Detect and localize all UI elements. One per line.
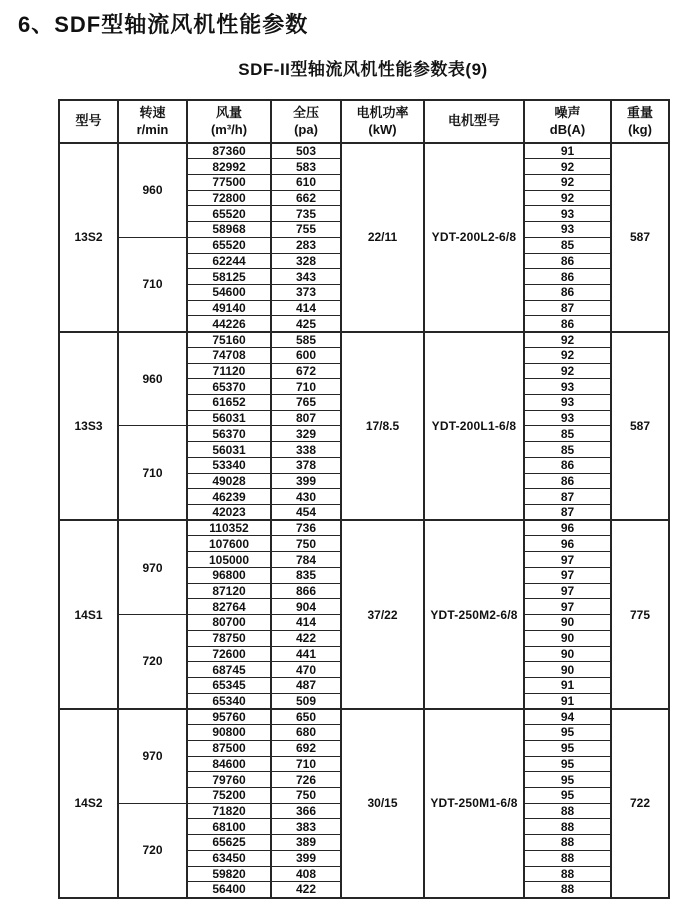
motor-cell: YDT-200L2-6/8 — [424, 143, 524, 332]
airflow-cell: 96800 — [187, 567, 271, 583]
noise-cell: 93 — [524, 206, 611, 222]
pressure-cell: 425 — [271, 316, 341, 332]
power-cell: 30/15 — [341, 709, 424, 898]
airflow-cell: 71120 — [187, 363, 271, 379]
header-motor — [424, 100, 524, 143]
noise-cell: 92 — [524, 363, 611, 379]
airflow-cell: 61652 — [187, 395, 271, 411]
weight-cell: 722 — [611, 709, 669, 898]
noise-cell: 87 — [524, 489, 611, 505]
pressure-cell: 710 — [271, 379, 341, 395]
header-pressure — [271, 100, 341, 143]
noise-cell: 97 — [524, 599, 611, 615]
airflow-cell: 65370 — [187, 379, 271, 395]
header-label-line2: r/min — [136, 121, 169, 137]
header-speed — [118, 100, 187, 143]
noise-cell: 93 — [524, 379, 611, 395]
airflow-cell: 68745 — [187, 662, 271, 678]
pressure-cell: 383 — [271, 819, 341, 835]
airflow-cell: 59820 — [187, 866, 271, 882]
airflow-cell: 71820 — [187, 803, 271, 819]
header-label-line1: 转速 — [139, 104, 166, 120]
airflow-cell: 42023 — [187, 505, 271, 521]
airflow-cell: 49028 — [187, 473, 271, 489]
airflow-cell: 80700 — [187, 615, 271, 631]
noise-cell: 92 — [524, 190, 611, 206]
airflow-cell: 110352 — [187, 520, 271, 536]
power-cell: 37/22 — [341, 520, 424, 709]
header-label-line2: (kW) — [368, 121, 397, 137]
airflow-cell: 95760 — [187, 709, 271, 725]
noise-cell: 93 — [524, 395, 611, 411]
airflow-cell: 56370 — [187, 426, 271, 442]
pressure-cell: 726 — [271, 772, 341, 788]
header-label-line1: 型号 — [75, 113, 102, 129]
airflow-cell: 87500 — [187, 740, 271, 756]
pressure-cell: 487 — [271, 677, 341, 693]
noise-cell: 90 — [524, 615, 611, 631]
pressure-cell: 904 — [271, 599, 341, 615]
pressure-cell: 600 — [271, 347, 341, 363]
header-label-line2: dB(A) — [549, 121, 586, 137]
airflow-cell: 72600 — [187, 646, 271, 662]
airflow-cell: 79760 — [187, 772, 271, 788]
noise-cell: 95 — [524, 725, 611, 741]
pressure-cell: 454 — [271, 505, 341, 521]
airflow-cell: 65520 — [187, 237, 271, 253]
header-label-line1: 重量 — [626, 104, 653, 120]
header-label-line2: (m³/h) — [210, 121, 248, 137]
header-label-line1: 噪声 — [554, 104, 581, 120]
noise-cell: 91 — [524, 693, 611, 709]
table-row — [59, 709, 669, 725]
pressure-cell: 710 — [271, 756, 341, 772]
header-label-line1: 全压 — [292, 104, 319, 120]
pressure-cell: 389 — [271, 835, 341, 851]
noise-cell: 95 — [524, 772, 611, 788]
noise-cell: 97 — [524, 583, 611, 599]
pressure-cell: 343 — [271, 269, 341, 285]
table-row — [59, 143, 669, 159]
noise-cell: 96 — [524, 520, 611, 536]
weight-cell: 775 — [611, 520, 669, 709]
pressure-cell: 338 — [271, 442, 341, 458]
airflow-cell: 56031 — [187, 410, 271, 426]
noise-cell: 91 — [524, 677, 611, 693]
header-label-line1: 电机型号 — [447, 113, 500, 129]
noise-cell: 88 — [524, 866, 611, 882]
power-cell: 17/8.5 — [341, 332, 424, 521]
speed-cell: 710 — [118, 237, 187, 331]
airflow-cell: 65520 — [187, 206, 271, 222]
airflow-cell: 56400 — [187, 882, 271, 898]
airflow-cell: 87120 — [187, 583, 271, 599]
page-title: 6、SDF型轴流风机性能参数 — [18, 12, 309, 37]
pressure-cell: 408 — [271, 866, 341, 882]
noise-cell: 88 — [524, 819, 611, 835]
header-label-line1: 电机功率 — [356, 104, 409, 120]
power-cell: 22/11 — [341, 143, 424, 332]
speed-cell: 720 — [118, 803, 187, 897]
noise-cell: 93 — [524, 222, 611, 238]
noise-cell: 94 — [524, 709, 611, 725]
noise-cell: 90 — [524, 646, 611, 662]
pressure-cell: 650 — [271, 709, 341, 725]
airflow-cell: 62244 — [187, 253, 271, 269]
noise-cell: 88 — [524, 803, 611, 819]
header-label-line1: 风量 — [215, 104, 242, 120]
pressure-cell: 835 — [271, 567, 341, 583]
model-cell: 13S2 — [59, 143, 118, 332]
header-airflow — [187, 100, 271, 143]
pressure-cell: 765 — [271, 395, 341, 411]
noise-cell: 92 — [524, 159, 611, 175]
airflow-cell: 90800 — [187, 725, 271, 741]
noise-cell: 86 — [524, 457, 611, 473]
pressure-cell: 755 — [271, 222, 341, 238]
airflow-cell: 82992 — [187, 159, 271, 175]
motor-cell: YDT-250M1-6/8 — [424, 709, 524, 898]
header-row — [59, 100, 669, 143]
airflow-cell: 65345 — [187, 677, 271, 693]
pressure-cell: 750 — [271, 536, 341, 552]
pressure-cell: 750 — [271, 787, 341, 803]
pressure-cell: 373 — [271, 284, 341, 300]
header-noise — [524, 100, 611, 143]
airflow-cell: 84600 — [187, 756, 271, 772]
header-weight — [611, 100, 669, 143]
noise-cell: 96 — [524, 536, 611, 552]
airflow-cell: 58968 — [187, 222, 271, 238]
noise-cell: 85 — [524, 237, 611, 253]
airflow-cell: 63450 — [187, 850, 271, 866]
weight-cell: 587 — [611, 143, 669, 332]
pressure-cell: 692 — [271, 740, 341, 756]
airflow-cell: 75160 — [187, 332, 271, 348]
noise-cell: 86 — [524, 284, 611, 300]
pressure-cell: 430 — [271, 489, 341, 505]
noise-cell: 91 — [524, 143, 611, 159]
airflow-cell: 74708 — [187, 347, 271, 363]
noise-cell: 97 — [524, 567, 611, 583]
noise-cell: 85 — [524, 442, 611, 458]
noise-cell: 97 — [524, 552, 611, 568]
speed-cell: 970 — [118, 520, 187, 614]
pressure-cell: 414 — [271, 615, 341, 631]
airflow-cell: 49140 — [187, 300, 271, 316]
noise-cell: 88 — [524, 882, 611, 898]
pressure-cell: 399 — [271, 850, 341, 866]
noise-cell: 86 — [524, 253, 611, 269]
noise-cell: 87 — [524, 300, 611, 316]
table-header — [59, 100, 669, 143]
pressure-cell: 680 — [271, 725, 341, 741]
motor-cell: YDT-200L1-6/8 — [424, 332, 524, 521]
airflow-cell: 54600 — [187, 284, 271, 300]
model-cell: 14S2 — [59, 709, 118, 898]
noise-cell: 92 — [524, 332, 611, 348]
header-power — [341, 100, 424, 143]
table-row — [59, 520, 669, 536]
noise-cell: 86 — [524, 316, 611, 332]
pressure-cell: 735 — [271, 206, 341, 222]
pressure-cell: 366 — [271, 803, 341, 819]
noise-cell: 90 — [524, 630, 611, 646]
airflow-cell: 78750 — [187, 630, 271, 646]
noise-cell: 86 — [524, 473, 611, 489]
pressure-cell: 672 — [271, 363, 341, 379]
model-cell: 13S3 — [59, 332, 118, 521]
weight-cell: 587 — [611, 332, 669, 521]
pressure-cell: 784 — [271, 552, 341, 568]
performance-table — [58, 99, 670, 899]
airflow-cell: 65625 — [187, 835, 271, 851]
pressure-cell: 807 — [271, 410, 341, 426]
speed-cell: 960 — [118, 143, 187, 237]
pressure-cell: 441 — [271, 646, 341, 662]
noise-cell: 86 — [524, 269, 611, 285]
pressure-cell: 328 — [271, 253, 341, 269]
airflow-cell: 53340 — [187, 457, 271, 473]
airflow-cell: 77500 — [187, 174, 271, 190]
airflow-cell: 68100 — [187, 819, 271, 835]
pressure-cell: 329 — [271, 426, 341, 442]
speed-cell: 960 — [118, 332, 187, 426]
noise-cell: 93 — [524, 410, 611, 426]
speed-cell: 720 — [118, 615, 187, 709]
pressure-cell: 283 — [271, 237, 341, 253]
speed-cell: 710 — [118, 426, 187, 520]
table-body — [59, 143, 669, 898]
header-label-line2: (pa) — [294, 121, 318, 137]
table-title: SDF-II型轴流风机性能参数表(9) — [238, 60, 488, 79]
noise-cell: 95 — [524, 740, 611, 756]
pressure-cell: 610 — [271, 174, 341, 190]
pressure-cell: 583 — [271, 159, 341, 175]
noise-cell: 88 — [524, 850, 611, 866]
noise-cell: 92 — [524, 174, 611, 190]
pressure-cell: 503 — [271, 143, 341, 159]
pressure-cell: 422 — [271, 630, 341, 646]
airflow-cell: 46239 — [187, 489, 271, 505]
airflow-cell: 75200 — [187, 787, 271, 803]
pressure-cell: 422 — [271, 882, 341, 898]
airflow-cell: 105000 — [187, 552, 271, 568]
motor-cell: YDT-250M2-6/8 — [424, 520, 524, 709]
pressure-cell: 414 — [271, 300, 341, 316]
airflow-cell: 65340 — [187, 693, 271, 709]
model-cell: 14S1 — [59, 520, 118, 709]
pressure-cell: 509 — [271, 693, 341, 709]
airflow-cell: 58125 — [187, 269, 271, 285]
airflow-cell: 87360 — [187, 143, 271, 159]
noise-cell: 87 — [524, 505, 611, 521]
pressure-cell: 399 — [271, 473, 341, 489]
noise-cell: 92 — [524, 347, 611, 363]
pressure-cell: 736 — [271, 520, 341, 536]
pressure-cell: 470 — [271, 662, 341, 678]
noise-cell: 90 — [524, 662, 611, 678]
pressure-cell: 662 — [271, 190, 341, 206]
airflow-cell: 56031 — [187, 442, 271, 458]
pressure-cell: 866 — [271, 583, 341, 599]
pressure-cell: 378 — [271, 457, 341, 473]
pressure-cell: 585 — [271, 332, 341, 348]
noise-cell: 95 — [524, 787, 611, 803]
airflow-cell: 82764 — [187, 599, 271, 615]
noise-cell: 88 — [524, 835, 611, 851]
noise-cell: 95 — [524, 756, 611, 772]
header-label-line2: (kg) — [628, 121, 652, 137]
table-row — [59, 332, 669, 348]
airflow-cell: 72800 — [187, 190, 271, 206]
speed-cell: 970 — [118, 709, 187, 803]
noise-cell: 85 — [524, 426, 611, 442]
airflow-cell: 44226 — [187, 316, 271, 332]
header-model — [59, 100, 118, 143]
airflow-cell: 107600 — [187, 536, 271, 552]
